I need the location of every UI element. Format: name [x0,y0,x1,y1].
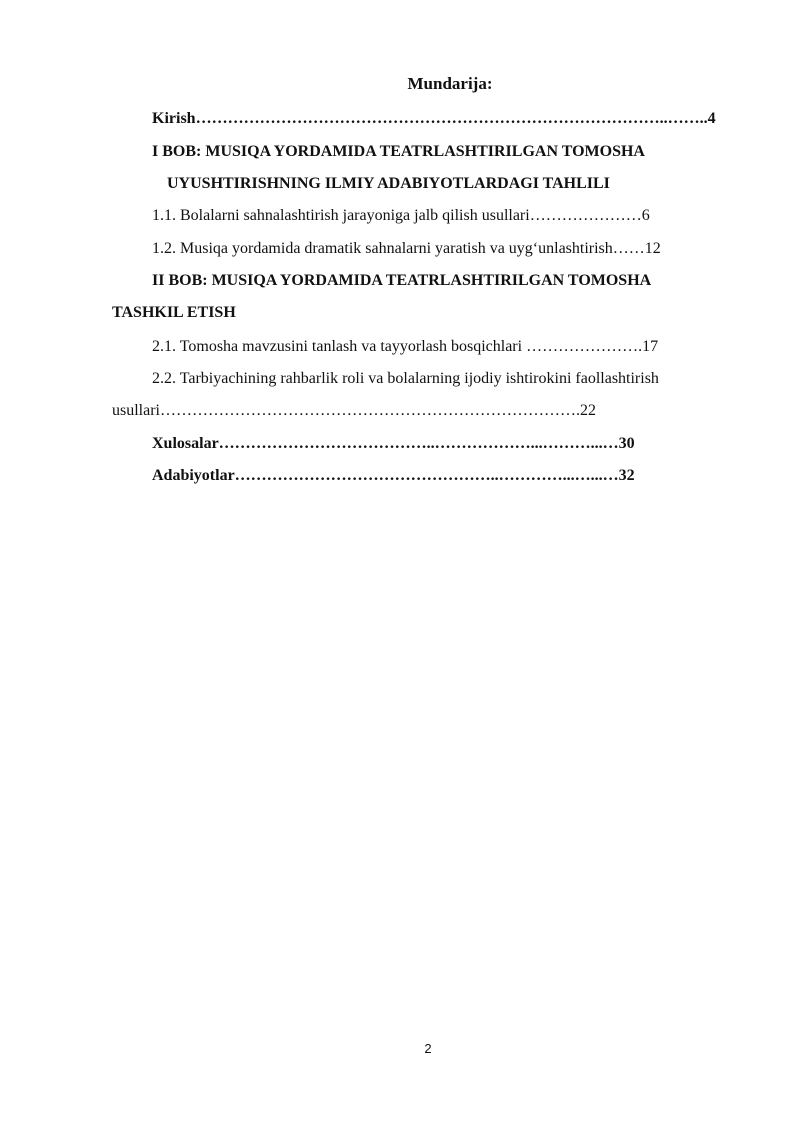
toc-chapter-2-heading-line2: TASHKIL ETISH [112,304,236,321]
toc-entry-kirish: Kirish……………………………………………………………………………..……..4 [152,110,716,127]
toc-chapter-2-heading-line1: II BOB: MUSIQA YORDAMIDA TEATRLASHTIRILGAN TOMOSHA [152,272,652,289]
toc-entry-2-1: 2.1. Tomosha mavzusini tanlash va tayyorlash bosqichlari ………………….17 [152,338,659,355]
toc-entry-2-2-line1: 2.2. Tarbiyachining rahbarlik roli va bolalarning ijodiy ishtirokini faollashtirish [152,370,659,387]
toc-entry-1-2: 1.2. Musiqa yordamida dramatik sahnalarni yaratish va uyg‘unlashtirish……12 [152,240,661,257]
toc-title: Mundarija: [407,74,493,93]
toc-chapter-1-heading-line2: UYUSHTIRISHNING ILMIY ADABIYOTLARDAGI TAHLILI [167,175,610,192]
toc-entry-xulosalar: Xulosalar…………………………………..………………...………...…30 [152,435,635,452]
toc-entry-adabiyotlar: Adabiyotlar…………………………………………..…………...…...…32 [152,467,635,484]
toc-entry-1-1: 1.1. Bolalarni sahnalashtirish jarayoniga jalb qilish usullari…………………6 [152,207,650,224]
page-number: 2 [424,1041,432,1056]
toc-chapter-1-heading-line1: I BOB: MUSIQA YORDAMIDA TEATRLASHTIRILGAN TOMOSHA [152,143,645,160]
toc-entry-2-2-line2: usullari…………………………………………………………………….22 [112,402,596,419]
